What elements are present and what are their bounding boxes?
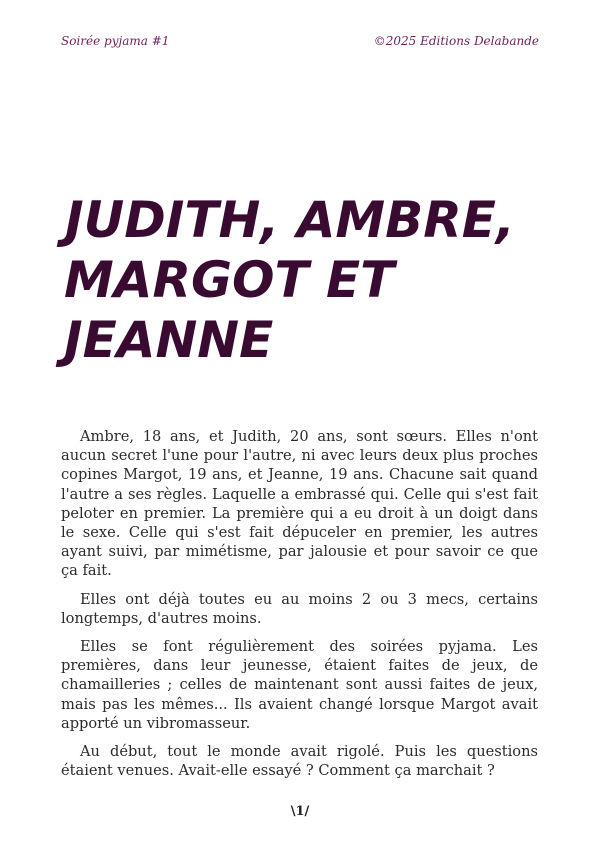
- running-header: [61, 34, 539, 50]
- chapter-title-line-1: JUDITH, AMBRE,: [65, 191, 515, 249]
- paragraph: Au début, tout le monde avait rigolé. Puis les questions étaient venues. Avait-elle essayé ? Comment ça marchait ?: [61, 743, 538, 780]
- paragraph: Elles se font régulièrement des soirées pyjama. Les premières, dans leur jeunesse, étaient faites de jeux, de chamailleries ; celles de maintenant sont aussi faites de jeux, mais pas les mêmes... Ils avaient changé lorsque Margot avait apporté un vibromasseur.: [61, 638, 538, 732]
- copyright-notice: ©2025 Editions Delabande: [373, 34, 539, 48]
- paragraph: Elles ont déjà toutes eu au moins 2 ou 3 mecs, certains longtemps, d'autres moins.: [61, 590, 538, 627]
- chapter-title: [60, 190, 550, 370]
- body-text: [61, 427, 538, 789]
- page-number: \1/: [290, 804, 310, 819]
- paragraph: Ambre, 18 ans, et Judith, 20 ans, sont sœurs. Elles n'ont aucun secret l'une pour l'autre, ni avec leurs deux plus proches copines Margot, 19 ans, et Jeanne, 19 ans. Chacune sait quand l'autre a ses règles. Laquelle a embrassé qui. Celle qui s'est fait peloter en premier. La première qui a eu droit à un doigt dans le sexe. Celle qui s'est fait dépuceler en premier, les autres ayant suivi, par mimétisme, par jalousie et pour savoir ce que ça fait.: [61, 428, 538, 580]
- chapter-title-line-2: MARGOT ET JEANNE: [64, 251, 395, 369]
- series-name: Soirée pyjama #1: [61, 34, 170, 48]
